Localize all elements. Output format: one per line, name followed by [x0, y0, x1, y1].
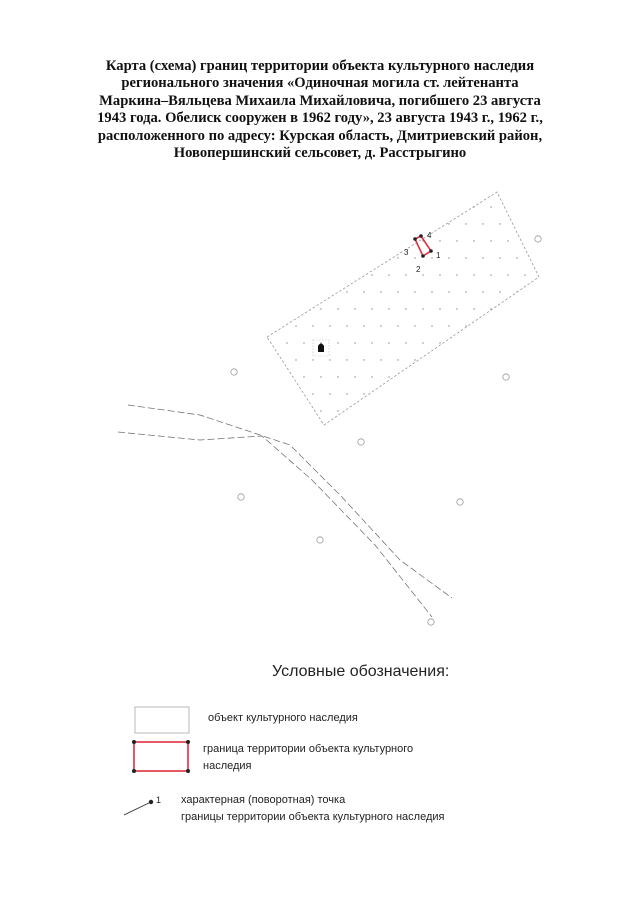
object-fill-dot	[312, 359, 313, 360]
object-fill-dot	[490, 410, 491, 411]
point-label-3: 3	[404, 248, 409, 257]
object-fill-dot	[439, 342, 440, 343]
object-fill-dot	[516, 223, 517, 224]
object-fill-dot	[456, 376, 457, 377]
object-fill-dot	[295, 291, 296, 292]
object-fill-dot	[541, 410, 542, 411]
object-fill-dot	[295, 393, 296, 394]
object-fill-dot	[507, 240, 508, 241]
object-fill-dot	[346, 359, 347, 360]
object-fill-dot	[473, 342, 474, 343]
object-fill-dot	[473, 240, 474, 241]
object-fill-dot	[329, 189, 330, 190]
object-fill-dot	[414, 393, 415, 394]
title-line: Маркина–Вяльцева Михаила Михайловича, погибшего 23 августа	[99, 92, 541, 109]
object-fill-dot	[261, 257, 262, 258]
object-fill-dot	[499, 427, 500, 428]
object-fill-dot	[516, 257, 517, 258]
object-fill-dot	[337, 240, 338, 241]
object-fill-dot	[473, 308, 474, 309]
object-fill-dot	[278, 393, 279, 394]
tree-icon	[317, 537, 323, 543]
object-fill-dot	[507, 206, 508, 207]
object-fill-dot	[278, 427, 279, 428]
turning-point	[419, 234, 423, 238]
object-fill-dot	[346, 189, 347, 190]
object-fill-dot	[346, 325, 347, 326]
object-fill-dot	[431, 189, 432, 190]
object-fill-dot	[499, 223, 500, 224]
point-label-2: 2	[416, 265, 421, 274]
object-swatch	[135, 707, 189, 733]
object-fill-dot	[261, 427, 262, 428]
object-fill-dot	[439, 206, 440, 207]
object-fill-dot	[533, 325, 534, 326]
legend-item-text: характерная (поворотная) точка	[181, 794, 346, 806]
object-fill-dot	[269, 376, 270, 377]
legend-item-text: граница территории объекта культурного	[203, 743, 414, 755]
turning-point	[429, 249, 433, 253]
object-fill-dot	[414, 189, 415, 190]
object-fill-dot	[431, 257, 432, 258]
object-fill-dot	[337, 274, 338, 275]
object-fill-dot	[278, 257, 279, 258]
object-fill-dot	[329, 427, 330, 428]
legend-item-boundary	[203, 741, 413, 775]
object-fill-dot	[414, 257, 415, 258]
turning-point-symbol-label: 1	[156, 795, 162, 805]
object-fill-dot	[541, 240, 542, 241]
object-fill-dot	[261, 325, 262, 326]
object-fill-dot	[337, 206, 338, 207]
tree-icon	[238, 494, 244, 500]
object-fill-dot	[431, 223, 432, 224]
object-fill-dot	[533, 393, 534, 394]
object-fill-dot	[465, 189, 466, 190]
object-fill-dot	[507, 410, 508, 411]
object-fill-dot	[329, 393, 330, 394]
object-fill-dot	[371, 274, 372, 275]
object-fill-dot	[397, 291, 398, 292]
object-fill-dot	[312, 223, 313, 224]
object-fill-dot	[490, 274, 491, 275]
point-label-4: 4	[427, 231, 432, 240]
object-fill-dot	[261, 189, 262, 190]
object-fill-dot	[516, 427, 517, 428]
legend-item-text: объект культурного наследия	[208, 712, 358, 724]
object-fill-dot	[320, 410, 321, 411]
object-fill-dot	[354, 240, 355, 241]
object-fill-dot	[507, 308, 508, 309]
object-fill-dot	[388, 410, 389, 411]
object-fill-dot	[533, 291, 534, 292]
object-fill-dot	[278, 325, 279, 326]
object-fill-dot	[448, 291, 449, 292]
object-fill-dot	[397, 257, 398, 258]
object-fill-dot	[456, 240, 457, 241]
object-fill-dot	[397, 223, 398, 224]
object-fill-dot	[261, 393, 262, 394]
object-fill-dot	[456, 274, 457, 275]
title-line: Карта (схема) границ территории объекта культурного наследия	[105, 58, 535, 74]
object-fill-dot	[541, 342, 542, 343]
object-fill-dot	[405, 376, 406, 377]
legend-item-text: наследия	[203, 760, 252, 772]
tree-icon	[535, 236, 541, 242]
object-fill-dot	[499, 325, 500, 326]
object-fill-dot	[312, 393, 313, 394]
object-fill-dot	[465, 427, 466, 428]
object-fill-dot	[524, 240, 525, 241]
object-fill-dot	[312, 291, 313, 292]
object-fill-dot	[541, 376, 542, 377]
object-fill-dot	[354, 410, 355, 411]
object-fill-dot	[363, 393, 364, 394]
object-fill-dot	[388, 376, 389, 377]
title-line: 1943 года. Обелиск сооружен в 1962 году», 23 августа 1943 г., 1962 г.,	[97, 110, 543, 127]
legend-item-turning-point	[181, 792, 445, 826]
object-fill-dot	[422, 376, 423, 377]
object-fill-dot	[269, 410, 270, 411]
object-fill-dot	[312, 189, 313, 190]
object-fill-dot	[295, 223, 296, 224]
object-fill-dot	[380, 257, 381, 258]
object-fill-dot	[388, 308, 389, 309]
object-fill-dot	[337, 410, 338, 411]
object-fill-dot	[431, 291, 432, 292]
object-fill-dot	[354, 376, 355, 377]
object-fill-dot	[499, 257, 500, 258]
object-fill-dot	[533, 189, 534, 190]
title-line: расположенного по адресу: Курская область, Дмитриевский район,	[97, 127, 543, 144]
object-fill-dot	[422, 274, 423, 275]
title-line: регионального значения «Одиночная могила ст. лейтенанта	[121, 75, 519, 92]
object-fill-dot	[303, 410, 304, 411]
object-fill-dot	[490, 308, 491, 309]
object-fill-dot	[303, 376, 304, 377]
object-fill-dot	[524, 206, 525, 207]
object-fill-dot	[278, 223, 279, 224]
object-fill-dot	[278, 189, 279, 190]
object-fill-dot	[303, 206, 304, 207]
object-fill-dot	[295, 325, 296, 326]
object-fill-dot	[439, 274, 440, 275]
object-fill-dot	[439, 376, 440, 377]
object-fill-dot	[422, 308, 423, 309]
object-fill-dot	[465, 359, 466, 360]
object-fill-dot	[507, 342, 508, 343]
object-outline	[267, 192, 539, 425]
object-fill-dot	[397, 325, 398, 326]
object-fill-dot	[516, 189, 517, 190]
object-fill-dot	[541, 206, 542, 207]
object-fill-dot	[286, 206, 287, 207]
object-fill-dot	[354, 342, 355, 343]
object-fill-dot	[405, 240, 406, 241]
object-fill-dot	[482, 325, 483, 326]
object-fill-dot	[286, 240, 287, 241]
object-fill-dot	[482, 393, 483, 394]
object-fill-dot	[320, 308, 321, 309]
object-fill-dot	[269, 206, 270, 207]
object-fill-dot	[405, 342, 406, 343]
road-line	[118, 432, 432, 617]
turning-point-symbol	[124, 795, 161, 815]
object-fill-dot	[448, 189, 449, 190]
object-fill-dot	[516, 325, 517, 326]
object-fill-dot	[533, 427, 534, 428]
object-fill-dot	[533, 223, 534, 224]
object-fill-dot	[473, 410, 474, 411]
object-fill-dot	[371, 342, 372, 343]
object-fill-dot	[261, 291, 262, 292]
object-fill-dot	[371, 376, 372, 377]
object-fill-dot	[405, 308, 406, 309]
object-fill-dot	[465, 291, 466, 292]
object-fill-dot	[329, 291, 330, 292]
object-fill-dot	[286, 308, 287, 309]
object-fill-dot	[346, 223, 347, 224]
object-fill-dot	[439, 240, 440, 241]
object-fill-dot	[346, 427, 347, 428]
object-fill-dot	[448, 325, 449, 326]
object-fill-dot	[388, 206, 389, 207]
object-fill-dot	[363, 189, 364, 190]
turning-point	[413, 237, 417, 241]
object-fill-dot	[414, 291, 415, 292]
object-fill-dot	[388, 240, 389, 241]
object-fill-dot	[414, 223, 415, 224]
object-fill-dot	[371, 410, 372, 411]
object-fill-dot	[439, 410, 440, 411]
object-fill-dot	[363, 257, 364, 258]
object-fill-dot	[329, 257, 330, 258]
object-fill-dot	[371, 206, 372, 207]
object-fill-dot	[524, 308, 525, 309]
object-fill-dot	[320, 376, 321, 377]
object-fill-dots	[261, 189, 542, 428]
object-fill-dot	[465, 223, 466, 224]
object-fill-dot	[448, 393, 449, 394]
object-fill-dot	[465, 393, 466, 394]
object-fill-dot	[380, 427, 381, 428]
legend-item-object	[208, 710, 358, 727]
object-fill-dot	[286, 342, 287, 343]
object-fill-dot	[269, 308, 270, 309]
tree-icon	[231, 369, 237, 375]
object-fill-dot	[363, 325, 364, 326]
object-fill-dot	[261, 359, 262, 360]
object-fill-dot	[482, 223, 483, 224]
tree-icon	[457, 499, 463, 505]
object-fill-dot	[380, 291, 381, 292]
boundary-swatch	[134, 742, 188, 771]
object-fill-dot	[524, 410, 525, 411]
object-fill-dot	[473, 376, 474, 377]
object-fill-dot	[371, 308, 372, 309]
object-fill-dot	[465, 325, 466, 326]
object-fill-dot	[380, 189, 381, 190]
object-fill-dot	[507, 376, 508, 377]
object-fill-dot	[363, 359, 364, 360]
object-fill-dot	[499, 393, 500, 394]
legend-heading: Условные обозначения:	[272, 663, 450, 680]
object-fill-dot	[312, 257, 313, 258]
object-fill-dot	[397, 359, 398, 360]
object-fill-dot	[371, 240, 372, 241]
object-fill-dot	[541, 308, 542, 309]
object-fill-dot	[482, 291, 483, 292]
object-fill-dot	[278, 291, 279, 292]
object-fill-dot	[380, 393, 381, 394]
object-fill-dot	[354, 308, 355, 309]
object-fill-dot	[363, 291, 364, 292]
object-fill-dot	[456, 410, 457, 411]
object-fill-dot	[524, 376, 525, 377]
object-fill-dot	[329, 359, 330, 360]
object-fill-dot	[431, 325, 432, 326]
object-fill-dot	[456, 342, 457, 343]
object-fill-dot	[269, 274, 270, 275]
object-fill-dot	[286, 274, 287, 275]
object-fill-dot	[380, 359, 381, 360]
object-fill-dot	[312, 427, 313, 428]
object-fill-dot	[329, 325, 330, 326]
object-fill-dot	[422, 342, 423, 343]
object-fill-dot	[346, 257, 347, 258]
object-fill-dot	[354, 274, 355, 275]
object-fill-dot	[507, 274, 508, 275]
object-fill-dot	[354, 206, 355, 207]
object-fill-dot	[363, 223, 364, 224]
object-fill-dot	[388, 342, 389, 343]
object-fill-dot	[346, 393, 347, 394]
object-fill-dot	[439, 308, 440, 309]
object-fill-dot	[482, 257, 483, 258]
object-fill-dot	[482, 427, 483, 428]
object-fill-dot	[524, 274, 525, 275]
object-fill-dot	[422, 410, 423, 411]
object-fill-dot	[422, 206, 423, 207]
object-fill-dot	[448, 359, 449, 360]
legend-item-text: границы территории объекта культурного наследия	[181, 811, 445, 823]
object-fill-dot	[431, 359, 432, 360]
object-fill-dot	[278, 359, 279, 360]
object-fill-dot	[388, 274, 389, 275]
object-fill-dot	[414, 325, 415, 326]
object-fill-dot	[524, 342, 525, 343]
tree-symbols	[231, 236, 541, 625]
object-fill-dot	[482, 359, 483, 360]
object-fill-dot	[431, 393, 432, 394]
object-fill-dot	[397, 427, 398, 428]
object-fill-dot	[473, 274, 474, 275]
territory-boundary	[404, 231, 441, 274]
object-fill-dot	[431, 427, 432, 428]
tree-icon	[428, 619, 434, 625]
object-fill-dot	[303, 274, 304, 275]
object-fill-dot	[320, 240, 321, 241]
title-line: Новопершинский сельсовет, д. Расстрыгино	[173, 145, 467, 162]
object-fill-dot	[448, 427, 449, 428]
object-fill-dot	[329, 223, 330, 224]
object-fill-dot	[337, 342, 338, 343]
object-fill-dot	[516, 393, 517, 394]
object-fill-dot	[533, 257, 534, 258]
object-fill-dot	[320, 274, 321, 275]
object-fill-dot	[320, 342, 321, 343]
object-fill-dot	[541, 274, 542, 275]
tree-icon	[358, 439, 364, 445]
object-fill-dot	[499, 359, 500, 360]
object-fill-dot	[456, 206, 457, 207]
object-fill-dot	[380, 223, 381, 224]
object-fill-dot	[499, 189, 500, 190]
road-lines	[118, 405, 452, 617]
object-fill-dot	[303, 308, 304, 309]
object-fill-dot	[414, 359, 415, 360]
object-fill-dot	[363, 427, 364, 428]
object-fill-dot	[320, 206, 321, 207]
object-fill-dot	[286, 410, 287, 411]
object-fill-dot	[490, 342, 491, 343]
object-fill-dot	[346, 291, 347, 292]
point-label-1: 1	[436, 251, 441, 260]
object-fill-dot	[414, 427, 415, 428]
object-fill-dot	[482, 189, 483, 190]
object-fill-dot	[499, 291, 500, 292]
object-fill-dot	[303, 240, 304, 241]
object-fill-dot	[337, 376, 338, 377]
object-fill-dot	[269, 240, 270, 241]
object-fill-dot	[397, 189, 398, 190]
object-fill-dot	[490, 240, 491, 241]
object-fill-dot	[295, 257, 296, 258]
object-fill-dot	[456, 308, 457, 309]
object-fill-dot	[490, 376, 491, 377]
object-fill-dot	[295, 359, 296, 360]
turning-point	[421, 254, 425, 258]
tree-icon	[503, 374, 509, 380]
object-fill-dot	[303, 342, 304, 343]
object-fill-dot	[448, 223, 449, 224]
object-fill-dot	[448, 257, 449, 258]
object-fill-dot	[533, 359, 534, 360]
object-fill-dot	[380, 325, 381, 326]
object-fill-dot	[397, 393, 398, 394]
object-fill-dot	[490, 206, 491, 207]
object-fill-dot	[516, 359, 517, 360]
object-fill-dot	[295, 189, 296, 190]
object-fill-dot	[405, 206, 406, 207]
object-fill-dot	[312, 325, 313, 326]
object-fill-dot	[405, 410, 406, 411]
object-fill-dot	[405, 274, 406, 275]
object-fill-dot	[261, 223, 262, 224]
object-fill-dot	[337, 308, 338, 309]
object-fill-dot	[465, 257, 466, 258]
object-fill-dot	[295, 427, 296, 428]
object-fill-dot	[286, 376, 287, 377]
road-line	[128, 405, 452, 598]
heritage-object-area	[261, 189, 542, 428]
